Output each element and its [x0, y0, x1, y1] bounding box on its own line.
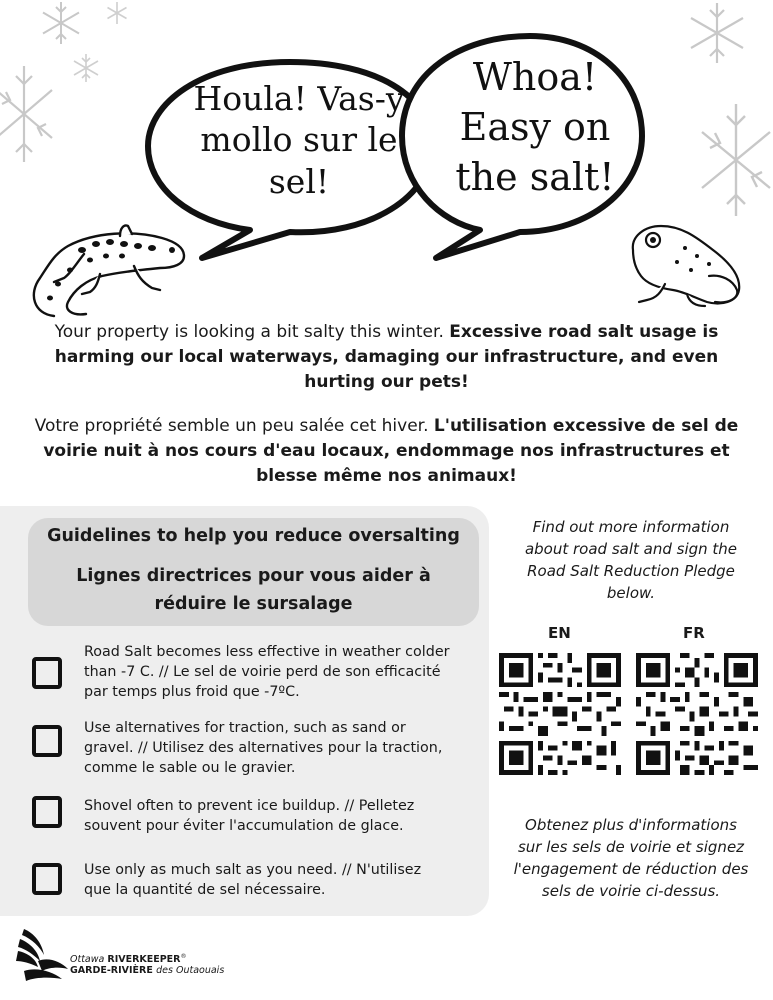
intro-french	[30, 414, 743, 489]
guideline-item	[84, 642, 476, 702]
bubble-line: Easy on	[459, 105, 611, 150]
checkbox[interactable]	[32, 725, 62, 757]
intro-bold-text: L'utilisation excessive de sel de voirie nuit à nos cours d'eau locaux, endommage nos infrastructures et blesse même nos animaux!	[43, 416, 739, 486]
info-line: about road salt and sign the	[524, 540, 738, 558]
info-line: below.	[606, 584, 656, 602]
qr-code-french[interactable]	[636, 653, 758, 775]
qr-code-english[interactable]	[499, 653, 621, 775]
bubble-line: the salt!	[455, 155, 615, 200]
org-name-part: des Outaouais	[156, 965, 225, 976]
info-line: Road Salt Reduction Pledge	[527, 562, 735, 580]
guideline-line: Road Salt becomes less effective in weather colder	[84, 644, 450, 660]
snowflake-icon	[104, 0, 130, 26]
guideline-item	[84, 860, 476, 900]
riverkeeper-logo-icon	[14, 925, 70, 987]
org-name-french	[70, 965, 224, 976]
bubble-line: Whoa!	[472, 55, 598, 99]
guidelines-title-english: Guidelines to help you reduce oversalting	[47, 526, 460, 546]
title-line: Lignes directrices pour vous aider à	[76, 566, 431, 586]
guideline-line: gravel. // Utilisez des alternatives pour la traction,	[84, 740, 443, 756]
guideline-line: Shovel often to prevent ice buildup. // Pelletez	[84, 798, 415, 814]
frog-illustration	[625, 218, 747, 310]
snowflake-icon	[70, 52, 102, 84]
intro-plain-text: Your property is looking a bit salty this winter.	[54, 322, 444, 342]
snowflake-icon	[684, 0, 750, 66]
org-name-part: Ottawa	[70, 954, 105, 966]
intro-english	[30, 320, 743, 395]
guideline-line: par temps plus froid que -7ºC.	[84, 684, 300, 700]
org-name-part: GARDE-RIVIÈRE	[70, 965, 153, 976]
info-line: sels de voirie ci-dessus.	[541, 882, 721, 900]
bubble-line: mollo sur le	[200, 120, 398, 160]
salamander-illustration	[24, 218, 190, 326]
info-line: l'engagement de réduction des	[513, 860, 749, 878]
bubble-line: sel!	[268, 161, 330, 201]
info-line: Find out more information	[532, 518, 730, 536]
guidelines-title-french	[40, 562, 467, 618]
english-speech-text	[430, 52, 640, 202]
intro-bold-text: Excessive road salt usage is harming our local waterways, damaging our infrastructure, and even hurting our pets!	[54, 322, 719, 392]
guideline-line: que la quantité de sel nécessaire.	[84, 882, 326, 898]
qr-label-french: FR	[683, 624, 705, 642]
title-line: réduire le sursalage	[154, 594, 353, 614]
registered-mark: ®	[180, 953, 187, 960]
snowflake-icon	[0, 62, 56, 166]
guideline-line: than -7 C. // Le sel de voirie perd de son efficacité	[84, 664, 441, 680]
bubble-line: Houla! Vas-y	[193, 79, 405, 118]
french-speech-text	[168, 78, 430, 202]
org-name-english	[70, 953, 187, 965]
guideline-line: Use only as much salt as you need. // N'utilisez	[84, 862, 422, 878]
checkbox[interactable]	[32, 796, 62, 828]
info-french	[492, 814, 770, 902]
snowflake-icon	[700, 100, 773, 220]
info-english	[492, 516, 770, 604]
checkbox[interactable]	[32, 863, 62, 895]
snowflake-icon	[38, 0, 84, 46]
org-name-part: RIVERKEEPER	[107, 954, 181, 966]
info-line: sur les sels de voirie et signez	[517, 838, 745, 856]
guideline-line: comme le sable ou le gravier.	[84, 760, 296, 776]
guideline-line: souvent pour éviter l'accumulation de glace.	[84, 818, 404, 834]
qr-label-english: EN	[548, 624, 571, 642]
guideline-line: Use alternatives for traction, such as sand or	[84, 720, 406, 736]
intro-plain-text: Votre propriété semble un peu salée cet hiver.	[34, 416, 429, 436]
checkbox[interactable]	[32, 657, 62, 689]
guideline-item	[84, 718, 476, 778]
guideline-item	[84, 796, 476, 836]
info-line: Obtenez plus d'informations	[525, 816, 737, 834]
